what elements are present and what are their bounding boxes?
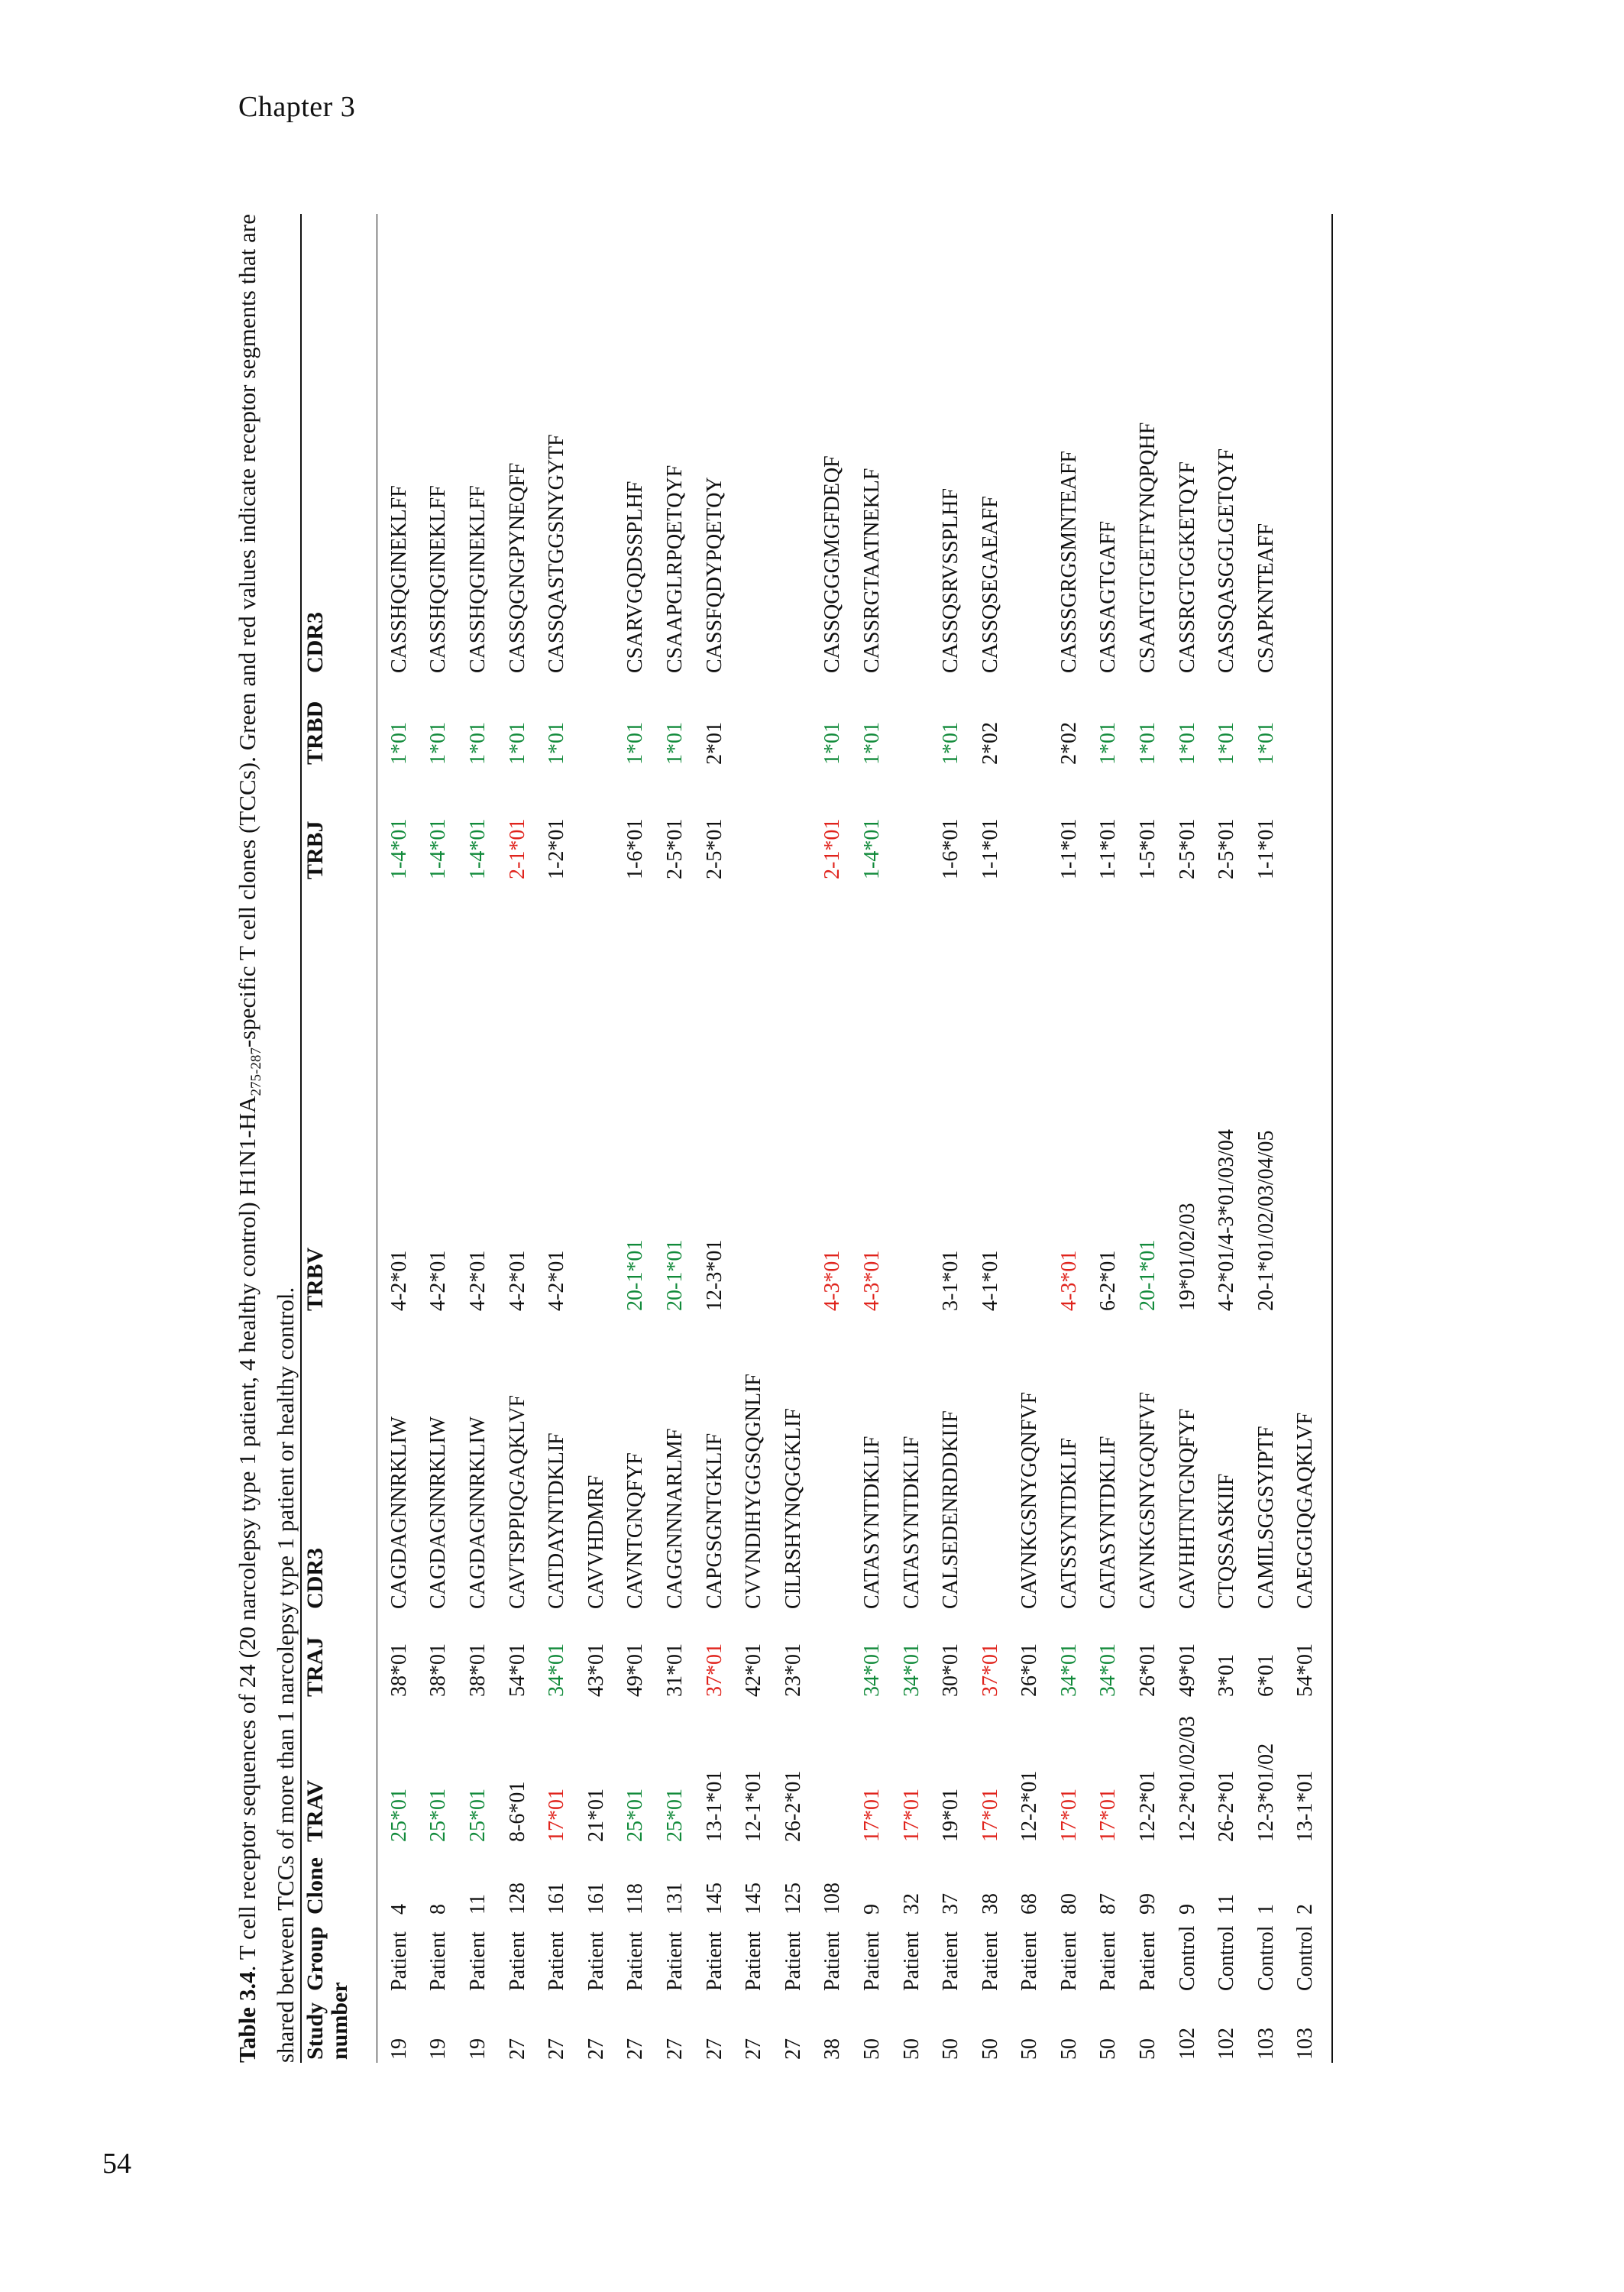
trav-cell bbox=[814, 1700, 853, 1845]
cdr3-alpha-cell: CALSEDENRDDKIIF bbox=[939, 1410, 963, 1609]
trbj-cell bbox=[892, 768, 932, 882]
cdr3-alpha-cell: CVVNDIHYGGSQGNLIF bbox=[742, 1374, 766, 1609]
cdr3-beta-cell: CSAAPGLRPQETQYF bbox=[662, 465, 687, 673]
cdr3-alpha-cell: CAVHHTNTGNQFYF bbox=[1175, 1408, 1199, 1609]
header-group: Group bbox=[302, 1926, 328, 1991]
table-top-rule bbox=[300, 214, 302, 2063]
cdr3-beta-cell bbox=[734, 214, 774, 676]
trbj-cell: 2-1*01 bbox=[505, 818, 529, 879]
cdr3-beta-cell: CASSAGTGAFF bbox=[1096, 520, 1121, 673]
group-cell: Patient bbox=[1136, 1931, 1160, 1991]
cdr3-beta-cell bbox=[774, 214, 814, 676]
trbv-cell: 4-1*01 bbox=[978, 1250, 1002, 1311]
trav-cell: 12-3*01/02 bbox=[1254, 1743, 1278, 1842]
trbd-cell: 1*01 bbox=[1136, 722, 1160, 765]
clone-cell: 108 bbox=[820, 1882, 845, 1915]
traj-cell: 38*01 bbox=[426, 1643, 451, 1697]
cdr3-alpha-cell: CATASYNTDKLIF bbox=[1096, 1436, 1121, 1609]
trbd-cell: 2*01 bbox=[702, 722, 726, 765]
study-number-cell: 27 bbox=[545, 2038, 569, 2060]
header-trbj: TRBJ bbox=[302, 821, 328, 879]
trav-cell: 12-2*01/02/03 bbox=[1175, 1716, 1199, 1842]
study-number-cell: 102 bbox=[1175, 2028, 1199, 2060]
clone-cell: 125 bbox=[781, 1882, 805, 1915]
clone-cell: 68 bbox=[1017, 1893, 1042, 1915]
trbj-cell: 2-1*01 bbox=[820, 818, 845, 879]
study-number-cell: 50 bbox=[859, 2038, 884, 2060]
cdr3-beta-cell: CASSQSRVSSPLHF bbox=[939, 487, 963, 673]
clone-cell: 145 bbox=[742, 1882, 766, 1915]
trbj-cell: 1-2*01 bbox=[545, 818, 569, 879]
cdr3-alpha-cell: CAVNTGNQFYF bbox=[623, 1452, 648, 1609]
study-number-cell: 50 bbox=[1056, 2038, 1081, 2060]
traj-cell: 34*01 bbox=[859, 1643, 884, 1697]
table-row bbox=[1168, 214, 1208, 2063]
cdr3-alpha-cell: CAVTSPPIQGAQKLVF bbox=[505, 1394, 529, 1609]
table-row bbox=[774, 214, 814, 2063]
table-row bbox=[814, 214, 853, 2063]
study-number-cell: 27 bbox=[623, 2038, 648, 2060]
trbj-cell: 1-4*01 bbox=[426, 818, 451, 879]
trav-cell: 25*01 bbox=[387, 1789, 411, 1842]
trbv-cell: 4-3*01 bbox=[1056, 1250, 1081, 1311]
trbv-cell bbox=[774, 882, 814, 1314]
study-number-cell: 27 bbox=[662, 2038, 687, 2060]
rotated-table-block bbox=[233, 214, 1341, 2063]
trbv-cell bbox=[1011, 882, 1050, 1314]
table-row bbox=[616, 214, 656, 2063]
trbj-cell: 1-4*01 bbox=[465, 818, 490, 879]
study-number-cell: 19 bbox=[426, 2038, 451, 2060]
cdr3-beta-cell: CASSQGNGPYNEQFF bbox=[505, 462, 529, 673]
study-number-cell: 27 bbox=[505, 2038, 529, 2060]
group-cell: Patient bbox=[978, 1931, 1002, 1991]
trbv-cell: 4-3*01 bbox=[859, 1250, 884, 1311]
study-number-cell: 50 bbox=[899, 2038, 924, 2060]
study-number-cell: 50 bbox=[1096, 2038, 1121, 2060]
header-trbv: TRBV bbox=[302, 1247, 328, 1311]
header-cdr3-alpha: CDR3 bbox=[302, 1548, 328, 1609]
trbj-cell: 1-1*01 bbox=[1056, 818, 1081, 879]
table-row bbox=[419, 214, 459, 2063]
table-row bbox=[1128, 214, 1168, 2063]
trav-cell: 19*01 bbox=[939, 1789, 963, 1842]
group-cell: Patient bbox=[584, 1931, 608, 1991]
table-row bbox=[1050, 214, 1089, 2063]
trav-cell: 17*01 bbox=[978, 1789, 1002, 1842]
cdr3-alpha-cell: CAGDAGNNRKLIW bbox=[465, 1416, 490, 1609]
trbj-cell: 1-1*01 bbox=[978, 818, 1002, 879]
study-number-cell: 50 bbox=[1136, 2038, 1160, 2060]
trbv-cell: 4-3*01 bbox=[820, 1250, 845, 1311]
traj-cell: 34*01 bbox=[545, 1643, 569, 1697]
study-number-cell: 50 bbox=[1017, 2038, 1042, 2060]
cdr3-alpha-cell: CATDAYNTDKLIF bbox=[545, 1432, 569, 1609]
group-cell: Patient bbox=[662, 1931, 687, 1991]
traj-cell: 26*01 bbox=[1136, 1643, 1160, 1697]
trbd-cell: 1*01 bbox=[623, 722, 648, 765]
table-caption bbox=[233, 214, 300, 2063]
traj-cell: 26*01 bbox=[1017, 1643, 1042, 1697]
group-cell: Control bbox=[1175, 1925, 1199, 1991]
table-bottom-rule bbox=[1331, 214, 1333, 2063]
trbv-cell: 4-2*01/4-3*01/03/04 bbox=[1215, 1129, 1239, 1311]
clone-cell: 37 bbox=[939, 1893, 963, 1915]
study-number-cell: 38 bbox=[820, 2038, 845, 2060]
clone-cell: 9 bbox=[859, 1904, 884, 1915]
trav-cell: 25*01 bbox=[426, 1789, 451, 1842]
table-row bbox=[971, 214, 1011, 2063]
trbj-cell: 1-5*01 bbox=[1136, 818, 1160, 879]
trav-cell: 13-1*01 bbox=[1293, 1770, 1318, 1842]
traj-cell bbox=[814, 1612, 853, 1700]
group-cell: Patient bbox=[545, 1931, 569, 1991]
trav-cell: 26-2*01 bbox=[781, 1770, 805, 1842]
trbv-cell: 20-1*01 bbox=[623, 1239, 648, 1311]
header-cdr3-beta: CDR3 bbox=[302, 612, 328, 673]
trbv-cell: 4-2*01 bbox=[426, 1250, 451, 1311]
cdr3-alpha-cell: CAPGSGNTGKLIF bbox=[702, 1432, 726, 1609]
cdr3-beta-cell: CASSHQGINEKLFF bbox=[465, 485, 490, 673]
trbv-cell bbox=[577, 882, 616, 1314]
trbd-cell bbox=[1286, 676, 1326, 768]
trav-cell: 17*01 bbox=[545, 1789, 569, 1842]
trbd-cell: 1*01 bbox=[1215, 722, 1239, 765]
cdr3-alpha-cell: CAGDAGNNRKLIW bbox=[387, 1416, 411, 1609]
page-number: 54 bbox=[102, 2148, 131, 2180]
trbd-cell: 1*01 bbox=[859, 722, 884, 765]
trbd-cell: 1*01 bbox=[1254, 722, 1278, 765]
trbv-cell: 12-3*01 bbox=[702, 1239, 726, 1311]
cdr3-beta-cell: CASSFQDYPQETQY bbox=[702, 477, 726, 673]
traj-cell: 31*01 bbox=[662, 1643, 687, 1697]
trbv-cell: 3-1*01 bbox=[939, 1250, 963, 1311]
group-cell: Patient bbox=[781, 1931, 805, 1991]
clone-cell: 99 bbox=[1136, 1893, 1160, 1915]
traj-cell: 6*01 bbox=[1254, 1654, 1278, 1697]
trbv-cell: 20-1*01 bbox=[1136, 1239, 1160, 1311]
trbd-cell: 1*01 bbox=[465, 722, 490, 765]
cdr3-beta-cell bbox=[1011, 214, 1050, 676]
cdr3-alpha-cell: CAEGGIQGAQKLVF bbox=[1293, 1412, 1318, 1609]
traj-cell: 30*01 bbox=[939, 1643, 963, 1697]
group-cell: Patient bbox=[1017, 1931, 1042, 1991]
trbv-cell bbox=[734, 882, 774, 1314]
caption-subscript: 275-287 bbox=[248, 1047, 265, 1096]
cdr3-alpha-cell: CATSSYNTDKLIF bbox=[1056, 1437, 1081, 1609]
traj-cell: 49*01 bbox=[1175, 1643, 1199, 1697]
traj-cell: 38*01 bbox=[465, 1643, 490, 1697]
trav-cell: 21*01 bbox=[584, 1789, 608, 1842]
trbj-cell: 1-1*01 bbox=[1096, 818, 1121, 879]
table-row bbox=[931, 214, 971, 2063]
trav-cell: 12-1*01 bbox=[742, 1770, 766, 1842]
table-row bbox=[377, 214, 419, 2063]
table-row bbox=[655, 214, 695, 2063]
trav-cell: 17*01 bbox=[1096, 1789, 1121, 1842]
group-cell: Control bbox=[1254, 1925, 1278, 1991]
trbj-cell bbox=[774, 768, 814, 882]
caption-text-1: . T cell receptor sequences of 24 (20 narcolepsy type 1 patient, 4 healthy control) H1N1-HA bbox=[234, 1096, 260, 1972]
traj-cell: 34*01 bbox=[1096, 1643, 1121, 1697]
clone-cell: 32 bbox=[899, 1893, 924, 1915]
table-row bbox=[577, 214, 616, 2063]
traj-cell: 54*01 bbox=[1293, 1643, 1318, 1697]
traj-cell: 38*01 bbox=[387, 1643, 411, 1697]
clone-cell: 145 bbox=[702, 1882, 726, 1915]
trbj-cell: 1-1*01 bbox=[1254, 818, 1278, 879]
clone-cell: 161 bbox=[584, 1882, 608, 1915]
clone-cell: 2 bbox=[1293, 1904, 1318, 1915]
trav-cell: 25*01 bbox=[623, 1789, 648, 1842]
clone-cell: 9 bbox=[1175, 1904, 1199, 1915]
trbv-cell: 20-1*01/02/03/04/05 bbox=[1254, 1130, 1278, 1311]
group-cell: Patient bbox=[939, 1931, 963, 1991]
caption-text-2: -specific T cell clones (TCCs). Green and red values indicate receptor segments that are shared between TCCs of more than 1 narcolepsy type 1 patient or healthy control. bbox=[234, 214, 299, 2063]
cdr3-alpha-cell bbox=[971, 1314, 1011, 1612]
trbj-cell bbox=[1286, 768, 1326, 882]
trav-cell: 25*01 bbox=[465, 1789, 490, 1842]
group-cell: Patient bbox=[623, 1931, 648, 1991]
group-cell: Patient bbox=[702, 1931, 726, 1991]
trav-cell: 17*01 bbox=[1056, 1789, 1081, 1842]
clone-cell: 4 bbox=[387, 1904, 411, 1915]
clone-cell: 87 bbox=[1096, 1893, 1121, 1915]
trbd-cell: 1*01 bbox=[1096, 722, 1121, 765]
trbd-cell bbox=[774, 676, 814, 768]
trbj-cell: 2-5*01 bbox=[702, 818, 726, 879]
table-row bbox=[1247, 214, 1286, 2063]
table-body bbox=[377, 214, 1325, 2063]
table-row bbox=[1207, 214, 1247, 2063]
cdr3-alpha-cell: CAVVHDMRF bbox=[584, 1475, 608, 1609]
study-number-cell: 27 bbox=[702, 2038, 726, 2060]
table-row bbox=[892, 214, 932, 2063]
table-row bbox=[734, 214, 774, 2063]
clone-cell: 1 bbox=[1254, 1904, 1278, 1915]
table-row bbox=[695, 214, 735, 2063]
traj-cell: 43*01 bbox=[584, 1643, 608, 1697]
group-cell: Control bbox=[1293, 1925, 1318, 1991]
study-number-cell: 27 bbox=[742, 2038, 766, 2060]
trbd-cell bbox=[577, 676, 616, 768]
trav-cell: 25*01 bbox=[662, 1789, 687, 1842]
trav-cell: 12-2*01 bbox=[1136, 1770, 1160, 1842]
trav-cell: 8-6*01 bbox=[505, 1781, 529, 1842]
trbj-cell: 1-6*01 bbox=[623, 818, 648, 879]
table-row bbox=[537, 214, 577, 2063]
trbv-cell: 4-2*01 bbox=[505, 1250, 529, 1311]
cdr3-beta-cell: CSAPKNTEAFF bbox=[1254, 523, 1278, 673]
cdr3-beta-cell: CASSQASGGLGETQYF bbox=[1215, 448, 1239, 673]
group-cell: Patient bbox=[426, 1931, 451, 1991]
table-row bbox=[1089, 214, 1129, 2063]
cdr3-beta-cell: CASSRGTGGKETQYF bbox=[1175, 461, 1199, 673]
trbd-cell bbox=[892, 676, 932, 768]
trbd-cell: 1*01 bbox=[505, 722, 529, 765]
trbv-cell: 4-2*01 bbox=[387, 1250, 411, 1311]
cdr3-alpha-cell: CATASYNTDKLIF bbox=[899, 1436, 924, 1609]
table-row bbox=[458, 214, 498, 2063]
trav-cell: 17*01 bbox=[899, 1789, 924, 1842]
cdr3-beta-cell: CASSQSEGAEAFF bbox=[978, 496, 1002, 673]
table-row bbox=[1286, 214, 1326, 2063]
cdr3-beta-cell bbox=[892, 214, 932, 676]
trbj-cell: 1-4*01 bbox=[859, 818, 884, 879]
study-number-cell: 103 bbox=[1293, 2028, 1318, 2060]
study-number-cell: 19 bbox=[387, 2038, 411, 2060]
group-cell: Control bbox=[1215, 1925, 1239, 1991]
group-cell: Patient bbox=[899, 1931, 924, 1991]
traj-cell: 34*01 bbox=[1056, 1643, 1081, 1697]
group-cell: Patient bbox=[387, 1931, 411, 1991]
table-header-row bbox=[303, 214, 377, 2063]
cdr3-alpha-cell: CAVNKGSNYGQNFVF bbox=[1136, 1391, 1160, 1609]
traj-cell: 3*01 bbox=[1215, 1654, 1239, 1697]
study-number-cell: 27 bbox=[584, 2038, 608, 2060]
clone-cell: 11 bbox=[1215, 1894, 1239, 1915]
trbj-cell bbox=[734, 768, 774, 882]
chapter-heading: Chapter 3 bbox=[238, 91, 356, 123]
clone-cell: 118 bbox=[623, 1883, 648, 1915]
clone-cell: 11 bbox=[465, 1894, 490, 1915]
trbd-cell: 2*02 bbox=[1056, 722, 1081, 765]
trbd-cell: 1*01 bbox=[387, 722, 411, 765]
trav-cell: 12-2*01 bbox=[1017, 1770, 1042, 1842]
cdr3-beta-cell: CSARVGQDSSPLHF bbox=[623, 481, 648, 673]
traj-cell: 23*01 bbox=[781, 1643, 805, 1697]
cdr3-beta-cell bbox=[577, 214, 616, 676]
study-number-cell: 103 bbox=[1254, 2028, 1278, 2060]
trbv-cell: 4-2*01 bbox=[465, 1250, 490, 1311]
clone-cell: 8 bbox=[426, 1904, 451, 1915]
traj-cell: 49*01 bbox=[623, 1643, 648, 1697]
trbv-cell: 6-2*01 bbox=[1096, 1250, 1121, 1311]
clone-cell: 131 bbox=[662, 1882, 687, 1915]
cdr3-beta-cell: CASSSGRGSMNTEAFF bbox=[1056, 451, 1081, 673]
trbj-cell: 1-4*01 bbox=[387, 818, 411, 879]
group-cell: Patient bbox=[1096, 1931, 1121, 1991]
traj-cell: 37*01 bbox=[978, 1643, 1002, 1697]
traj-cell: 37*01 bbox=[702, 1643, 726, 1697]
trav-cell: 13-1*01 bbox=[702, 1770, 726, 1842]
trbv-cell bbox=[892, 882, 932, 1314]
trbj-cell: 2-5*01 bbox=[1215, 818, 1239, 879]
cdr3-beta-cell bbox=[1286, 214, 1326, 676]
cdr3-alpha-cell: CAGGNNNARLMF bbox=[662, 1428, 687, 1609]
trbj-cell: 1-6*01 bbox=[939, 818, 963, 879]
trbv-cell bbox=[1286, 882, 1326, 1314]
trav-cell: 17*01 bbox=[859, 1789, 884, 1842]
tcr-sequence-table bbox=[303, 214, 1325, 2063]
cdr3-beta-cell: CASSHQGINEKLFF bbox=[387, 485, 411, 673]
trbd-cell: 1*01 bbox=[1175, 722, 1199, 765]
cdr3-beta-cell: CSAATGTGETFYNQPQHF bbox=[1136, 422, 1160, 673]
header-trav: TRAV bbox=[302, 1779, 328, 1842]
trbj-cell bbox=[577, 768, 616, 882]
table-row bbox=[1011, 214, 1050, 2063]
traj-cell: 34*01 bbox=[899, 1643, 924, 1697]
group-cell: Patient bbox=[820, 1931, 845, 1991]
trbd-cell bbox=[734, 676, 774, 768]
clone-cell: 161 bbox=[545, 1882, 569, 1915]
clone-cell: 128 bbox=[505, 1882, 529, 1915]
cdr3-alpha-cell: CAGDAGNNRKLIW bbox=[426, 1416, 451, 1609]
header-clone: Clone bbox=[302, 1857, 328, 1915]
trav-cell: 26-2*01 bbox=[1215, 1770, 1239, 1842]
cdr3-beta-cell: CASSQASTGGSNYGYTF bbox=[545, 434, 569, 673]
cdr3-beta-cell: CASSQGGGMGFDEQF bbox=[820, 455, 845, 673]
traj-cell: 54*01 bbox=[505, 1643, 529, 1697]
header-traj: TRAJ bbox=[302, 1636, 328, 1697]
table-row bbox=[498, 214, 538, 2063]
study-number-cell: 19 bbox=[465, 2038, 490, 2060]
study-number-cell: 102 bbox=[1215, 2028, 1239, 2060]
trbd-cell: 1*01 bbox=[939, 722, 963, 765]
cdr3-alpha-cell bbox=[814, 1314, 853, 1612]
group-cell: Patient bbox=[859, 1931, 884, 1991]
study-number-cell: 50 bbox=[978, 2038, 1002, 2060]
trbj-cell bbox=[1011, 768, 1050, 882]
table-row bbox=[852, 214, 892, 2063]
cdr3-alpha-cell: CTQSSASKIIF bbox=[1215, 1473, 1239, 1609]
group-cell: Patient bbox=[742, 1931, 766, 1991]
trbd-cell: 1*01 bbox=[545, 722, 569, 765]
group-cell: Patient bbox=[1056, 1931, 1081, 1991]
group-cell: Patient bbox=[465, 1931, 490, 1991]
table-label: Table 3.4 bbox=[234, 1971, 260, 2063]
study-number-cell: 50 bbox=[939, 2038, 963, 2060]
trbj-cell: 2-5*01 bbox=[662, 818, 687, 879]
cdr3-beta-cell: CASSHQGINEKLFF bbox=[426, 485, 451, 673]
trbv-cell: 20-1*01 bbox=[662, 1239, 687, 1311]
trbd-cell: 1*01 bbox=[426, 722, 451, 765]
clone-cell: 80 bbox=[1056, 1893, 1081, 1915]
trbd-cell bbox=[1011, 676, 1050, 768]
cdr3-beta-cell: CASSRGTAATNEKLF bbox=[859, 468, 884, 673]
cdr3-alpha-cell: CATASYNTDKLIF bbox=[859, 1436, 884, 1609]
traj-cell: 42*01 bbox=[742, 1643, 766, 1697]
cdr3-alpha-cell: CILRSHYNQGGKLIF bbox=[781, 1408, 805, 1609]
study-number-cell: 27 bbox=[781, 2038, 805, 2060]
header-trbd: TRBD bbox=[302, 701, 328, 765]
trbd-cell: 1*01 bbox=[662, 722, 687, 765]
trbj-cell: 2-5*01 bbox=[1175, 818, 1199, 879]
trbd-cell: 1*01 bbox=[820, 722, 845, 765]
group-cell: Patient bbox=[505, 1931, 529, 1991]
header-study-number: Study number bbox=[302, 1982, 352, 2060]
trbv-cell: 19*01/02/03 bbox=[1175, 1203, 1199, 1311]
trbv-cell: 4-2*01 bbox=[545, 1250, 569, 1311]
clone-cell: 38 bbox=[978, 1893, 1002, 1915]
cdr3-alpha-cell: CAMILSGGSYIPTF bbox=[1254, 1426, 1278, 1609]
cdr3-alpha-cell: CAVNKGSNYGQNFVF bbox=[1017, 1391, 1042, 1609]
trbd-cell: 2*02 bbox=[978, 722, 1002, 765]
